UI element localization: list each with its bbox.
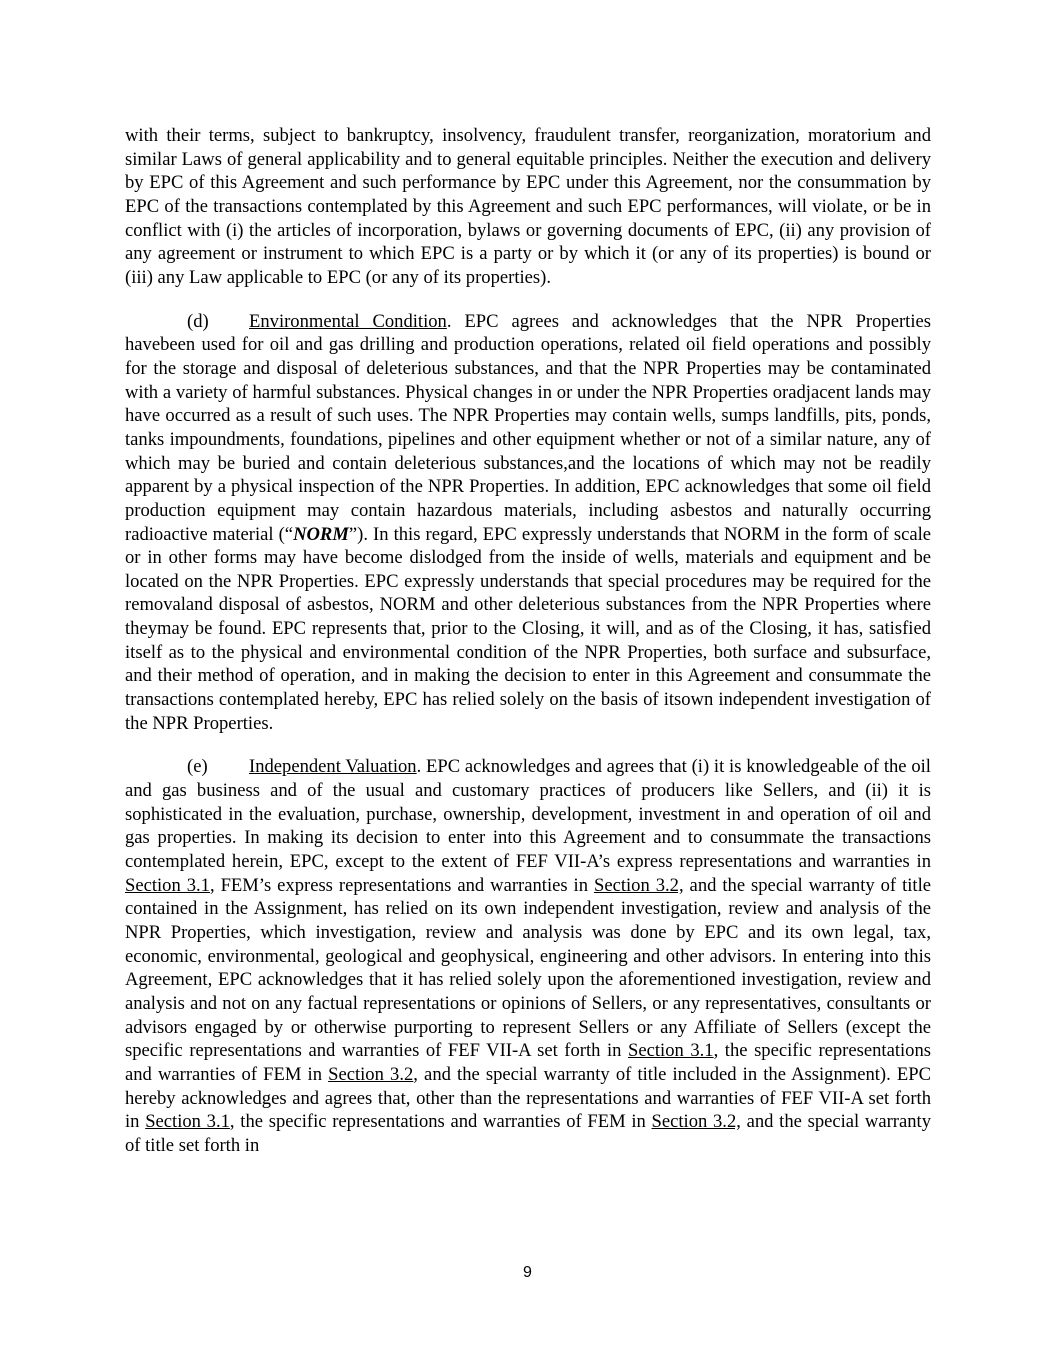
paragraph-c-continued [125, 124, 931, 290]
section-ref-3-1: Section 3.1 [145, 1111, 230, 1133]
paragraph-d [125, 310, 931, 736]
section-ref-3-1: Section 3.1 [125, 874, 210, 896]
section-ref-3-1: Section 3.1 [628, 1040, 714, 1062]
paragraph-e-heading: Independent Valuation [249, 756, 417, 778]
paragraph-e-text-5: , and the special warranty of title included in the Assignment). EPC hereby acknowledges and agrees that, other than the representations and warranties of FEF VII-A set forth in [125, 1063, 931, 1133]
paragraph-d-text-2: ”). In this regard, EPC expressly understands that NORM in the form of scale or in other forms may have become dislodged from the inside of wells, materials and equipment and be located on the NPR Properties. EPC expressly understands that special procedures may be required for the removaland disposal of asbestos, NORM and other deleterious substances from the NPR Properties where theymay be found. EPC represents that, prior to the Closing, it will, and as of the Closing, it has, satisfied itself as to the physical and environmental condition of the NPR Properties, both surface and subsurface, and their method of operation, and in making the decision to enter in this Agreement and consummate the transactions contemplated hereby, EPC has relied solely on the basis of itsown independent investigation of the NPR Properties. [125, 523, 932, 734]
paragraph-d-heading: Environmental Condition [249, 310, 447, 332]
paragraph-e-label: (e) [187, 756, 208, 778]
paragraph-e-text-6: , the specific representations and warranties of FEM in [229, 1111, 652, 1133]
section-ref-3-2: Section 3.2 [328, 1063, 414, 1085]
paragraph-d-label: (d) [187, 310, 209, 332]
paragraph-e-text-1: . EPC acknowledges and agrees that (i) it is knowledgeable of the oil and gas business and of the usual and customary practices of producers like Sellers, and (ii) it is sophisticated in the evaluation, purchase, ownership, development, investment in and operation of oil and gas properties. In making its decision to enter into this Agreement and to consummate the transactions contemplated herein, EPC, except to the extent of FEF VII-A’s express representations and warranties in [125, 756, 931, 873]
paragraph-e-text-4: , the specific representations and warranties of FEM in [125, 1040, 931, 1085]
paragraph-e-text-2: , FEM’s express representations and warranties in [209, 874, 594, 896]
section-ref-3-2: Section 3.2, [651, 1111, 741, 1133]
paragraph-e [125, 755, 931, 1157]
paragraph-e-text-7: and the special warranty of title set forth in [125, 1111, 931, 1156]
paragraph-d-text-1: . EPC agrees and acknowledges that the NPR Properties havebeen used for oil and gas drilling and production operations, related oil field operations and possibly for the storage and disposal of deleterious substances, and that the NPR Properties may be contaminated with a variety of harmful substances. Physical changes in or under the NPR Properties oradjacent lands may have occurred as a result of such uses. The NPR Properties may contain wells, sumps landfills, pits, ponds, tanks impoundments, foundations, pipelines and other equipment whether or not of a similar nature, any of which may be buried and contain deleterious substances,and the locations of which may not be readily apparent by a physical inspection of the NPR Properties. In addition, EPC acknowledges that some oil field production equipment may contain hazardous materials, including asbestos and naturally occurring radioactive material (“ [125, 310, 931, 545]
paragraph-e-text-3: and the special warranty of title contained in the Assignment, has relied on its own independent investigation, review and analysis of the NPR Properties, which investigation, review and analysis was done by EPC and its own legal, tax, economic, environmental, geological and geophysical, engineering and other advisors. In entering into this Agreement, EPC acknowledges that it has relied solely upon the aforementioned investigation, review and analysis and not on any factual representations or opinions of Sellers, or any representatives, consultants or advisors engaged by or otherwise purporting to represent Sellers or any Affiliate of Sellers (except the specific representations and warranties of FEF VII-A set forth in [125, 874, 931, 1062]
page-number: 9 [523, 1264, 532, 1281]
defined-term-norm: NORM [293, 523, 349, 545]
document-page [125, 124, 931, 1178]
section-ref-3-2: Section 3.2, [593, 874, 684, 896]
paragraph-c-text: with their terms, subject to bankruptcy, insolvency, fraudulent transfer, reorganization, moratorium and similar Laws of general applicability and to general equitable principles. Neither the execution and delivery by EPC of this Agreement and such performance by EPC under this Agreement, nor the consummation by EPC of the transactions contemplated by this Agreement and such EPC performances, will violate, or be in conflict with (i) the articles of incorporation, bylaws or governing documents of EPC, (ii) any provision of any agreement or instrument to which EPC is a party or by which it (or any of its properties) is bound or (iii) any Law applicable to EPC (or any of its properties). [125, 125, 931, 288]
